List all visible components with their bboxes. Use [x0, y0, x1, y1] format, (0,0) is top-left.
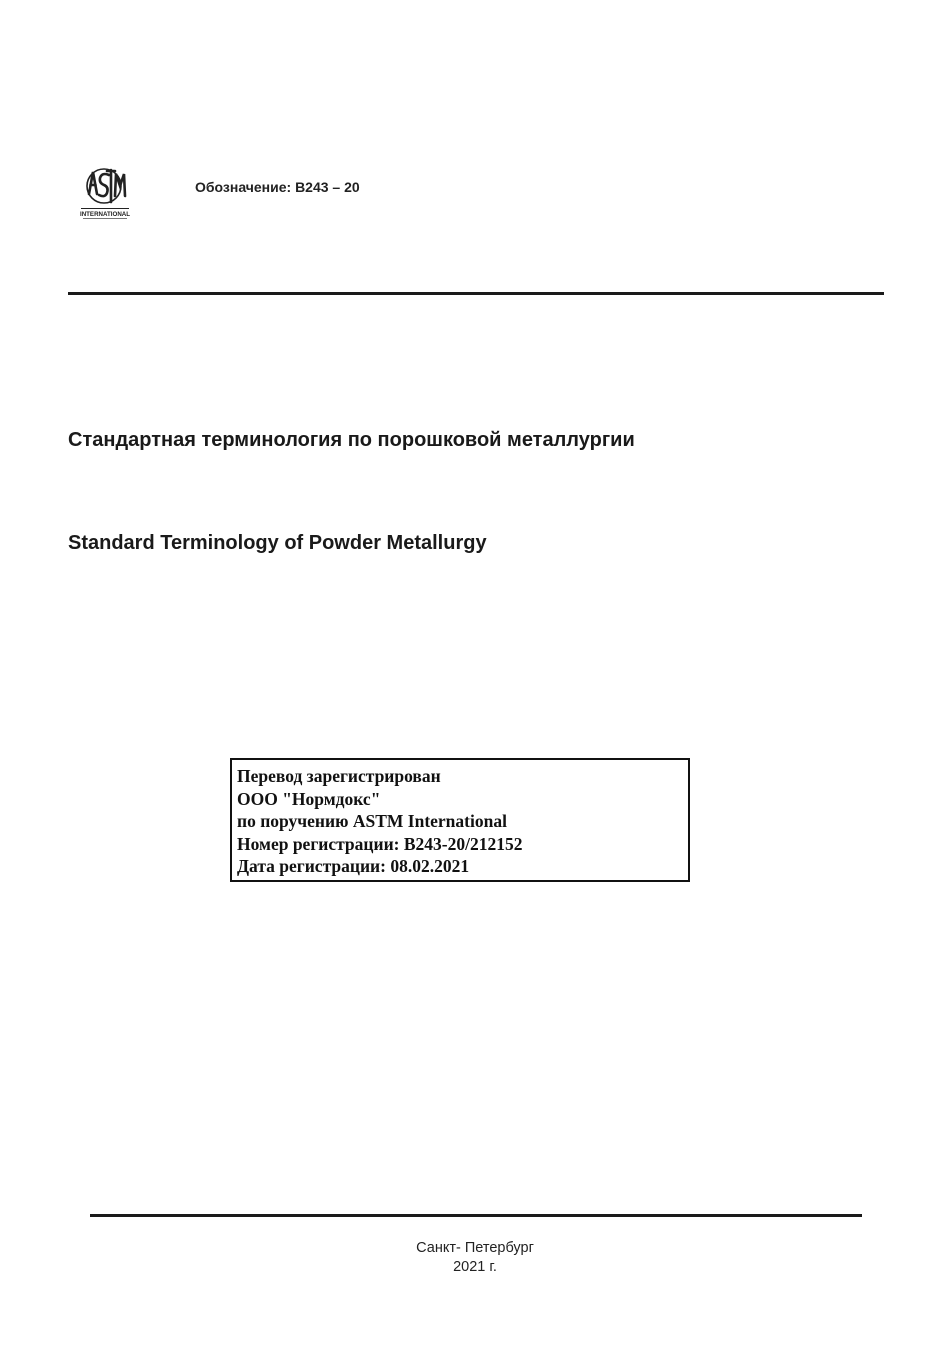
registration-date: Дата регистрации: 08.02.2021: [237, 856, 470, 876]
registration-box: [230, 758, 690, 882]
registration-number: Номер регистрации: B243-20/212152: [237, 833, 523, 854]
document-designation: Обозначение: B243 – 20: [195, 179, 360, 195]
header-divider: [68, 292, 884, 295]
registration-line: ООО "Нормдокс": [237, 788, 381, 809]
astm-logo-icon: [80, 166, 132, 222]
svg-text:INTERNATIONAL: INTERNATIONAL: [80, 211, 131, 218]
footer-year: 2021 г.: [453, 1259, 497, 1275]
registration-line: Перевод зарегистрирован: [237, 766, 441, 786]
document-title-russian: Стандартная терминология по порошковой металлургии: [68, 429, 635, 451]
footer-city: Санкт- Петербург: [416, 1240, 534, 1256]
footer-divider: [90, 1214, 862, 1217]
footer: [0, 1239, 950, 1277]
document-title-english: Standard Terminology of Powder Metallurgy: [68, 532, 487, 554]
registration-line: по поручению ASTM International: [237, 811, 507, 831]
